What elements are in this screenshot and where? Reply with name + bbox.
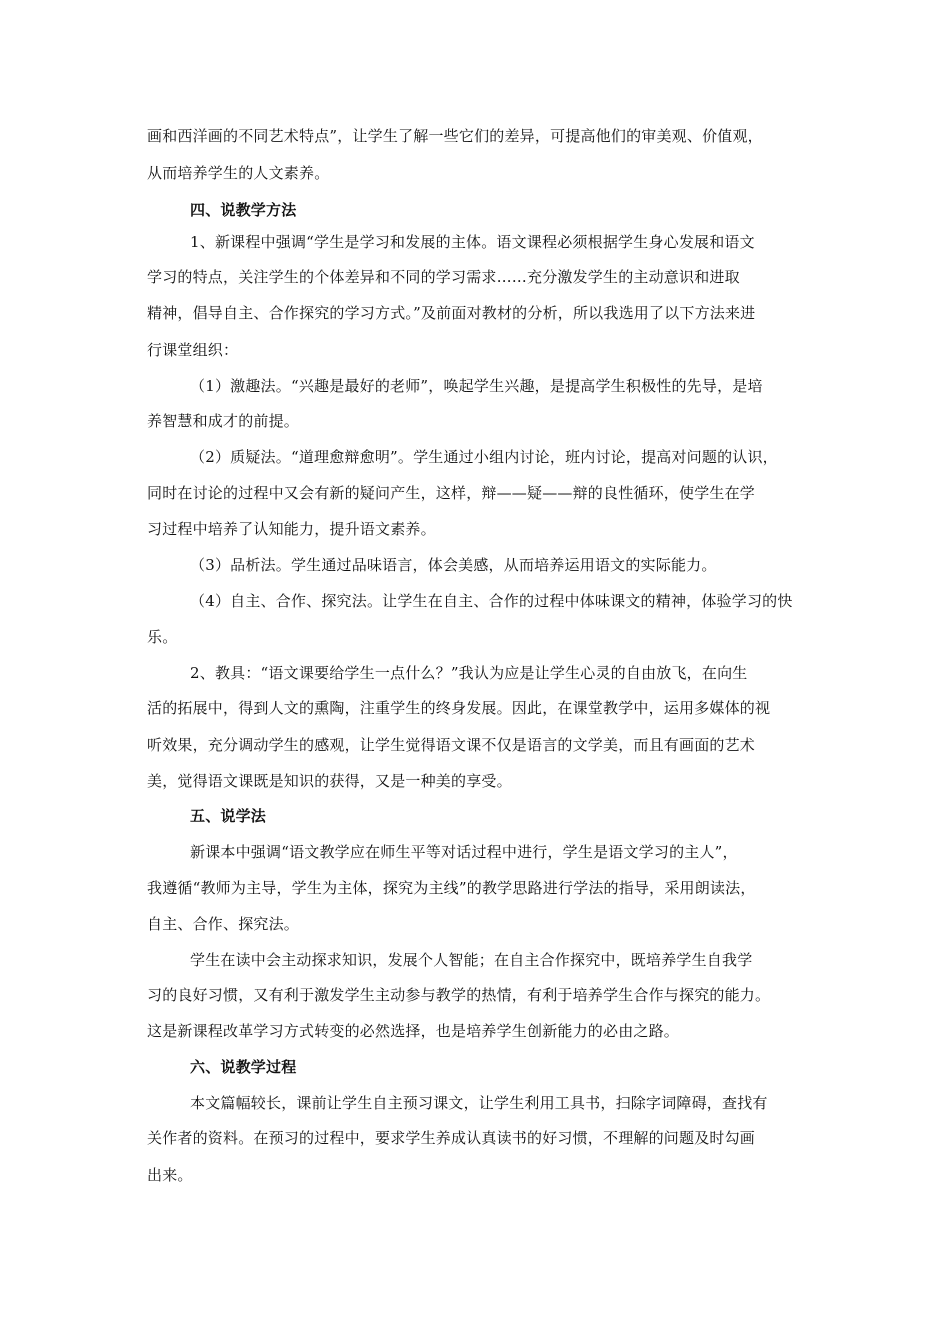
section-heading-learning: 五、说学法 <box>190 807 267 825</box>
text-line: 行课堂组织： <box>147 341 239 359</box>
text-line: 从而培养学生的人文素养。 <box>147 164 330 182</box>
text-line: 出来。 <box>147 1166 193 1184</box>
text-line: 关作者的资料。在预习的过程中，要求学生养成认真读书的好习惯，不理解的问题及时勾画 <box>147 1129 756 1147</box>
text-line: 学习的特点，关注学生的个体差异和不同的学习需求……充分激发学生的主动意识和进取 <box>147 268 740 286</box>
text-line: 新课本中强调“语文教学应在师生平等对话过程中进行，学生是语文学习的主人”， <box>190 843 738 861</box>
text-line: 2、教具：“语文课要给学生一点什么？”我认为应是让学生心灵的自由放飞，在向生 <box>190 664 748 682</box>
text-line: 这是新课程改革学习方式转变的必然选择，也是培养学生创新能力的必由之路。 <box>147 1022 680 1040</box>
text-line: 习的良好习惯，又有利于激发学生主动参与教学的热情，有利于培养学生合作与探究的能力。 <box>147 986 771 1004</box>
text-line: 美，觉得语文课既是知识的获得，又是一种美的享受。 <box>147 772 512 790</box>
text-line: 自主、合作、探究法。 <box>147 915 300 933</box>
text-line: 画和西洋画的不同艺术特点”，让学生了解一些它们的差异，可提高他们的审美观、价值观， <box>147 127 763 145</box>
text-line: （1）激趣法。“兴趣是最好的老师”，唤起学生兴趣，是提高学生积极性的先导，是培 <box>190 377 763 395</box>
text-line: （3）品析法。学生通过品味语言，体会美感，从而培养运用语文的实际能力。 <box>190 556 717 574</box>
text-line: （4）自主、合作、探究法。让学生在自主、合作的过程中体味课文的精神，体验学习的快 <box>190 592 793 610</box>
section-heading-methods: 四、说教学方法 <box>190 201 297 219</box>
text-line: 精神，倡导自主、合作探究的学习方式。”及前面对教材的分析，所以我选用了以下方法来进 <box>147 304 756 322</box>
text-line: 同时在讨论的过程中又会有新的疑问产生，这样，辩——疑——辩的良性循环，使学生在学 <box>147 484 756 502</box>
text-line: 习过程中培养了认知能力，提升语文素养。 <box>147 520 436 538</box>
text-line: 活的拓展中，得到人文的熏陶，注重学生的终身发展。因此，在课堂教学中，运用多媒体的视 <box>147 699 771 717</box>
text-line: 我遵循“教师为主导，学生为主体，探究为主线”的教学思路进行学法的指导，采用朗读法， <box>147 879 756 897</box>
text-line: （2）质疑法。“道理愈辩愈明”。学生通过小组内讨论，班内讨论，提高对问题的认识， <box>190 448 778 466</box>
text-line: 养智慧和成才的前提。 <box>147 412 300 430</box>
text-line: 乐。 <box>147 628 178 646</box>
text-line: 听效果，充分调动学生的感观，让学生觉得语文课不仅是语言的文学美，而且有画面的艺术 <box>147 736 756 754</box>
text-line: 1、新课程中强调“学生是学习和发展的主体。语文课程必须根据学生身心发展和语文 <box>190 233 755 251</box>
text-line: 本文篇幅较长，课前让学生自主预习课文，让学生利用工具书，扫除字词障碍，查找有 <box>190 1094 768 1112</box>
text-line: 学生在读中会主动探求知识，发展个人智能；在自主合作探究中，既培养学生自我学 <box>190 951 753 969</box>
section-heading-process: 六、说教学过程 <box>190 1058 297 1076</box>
